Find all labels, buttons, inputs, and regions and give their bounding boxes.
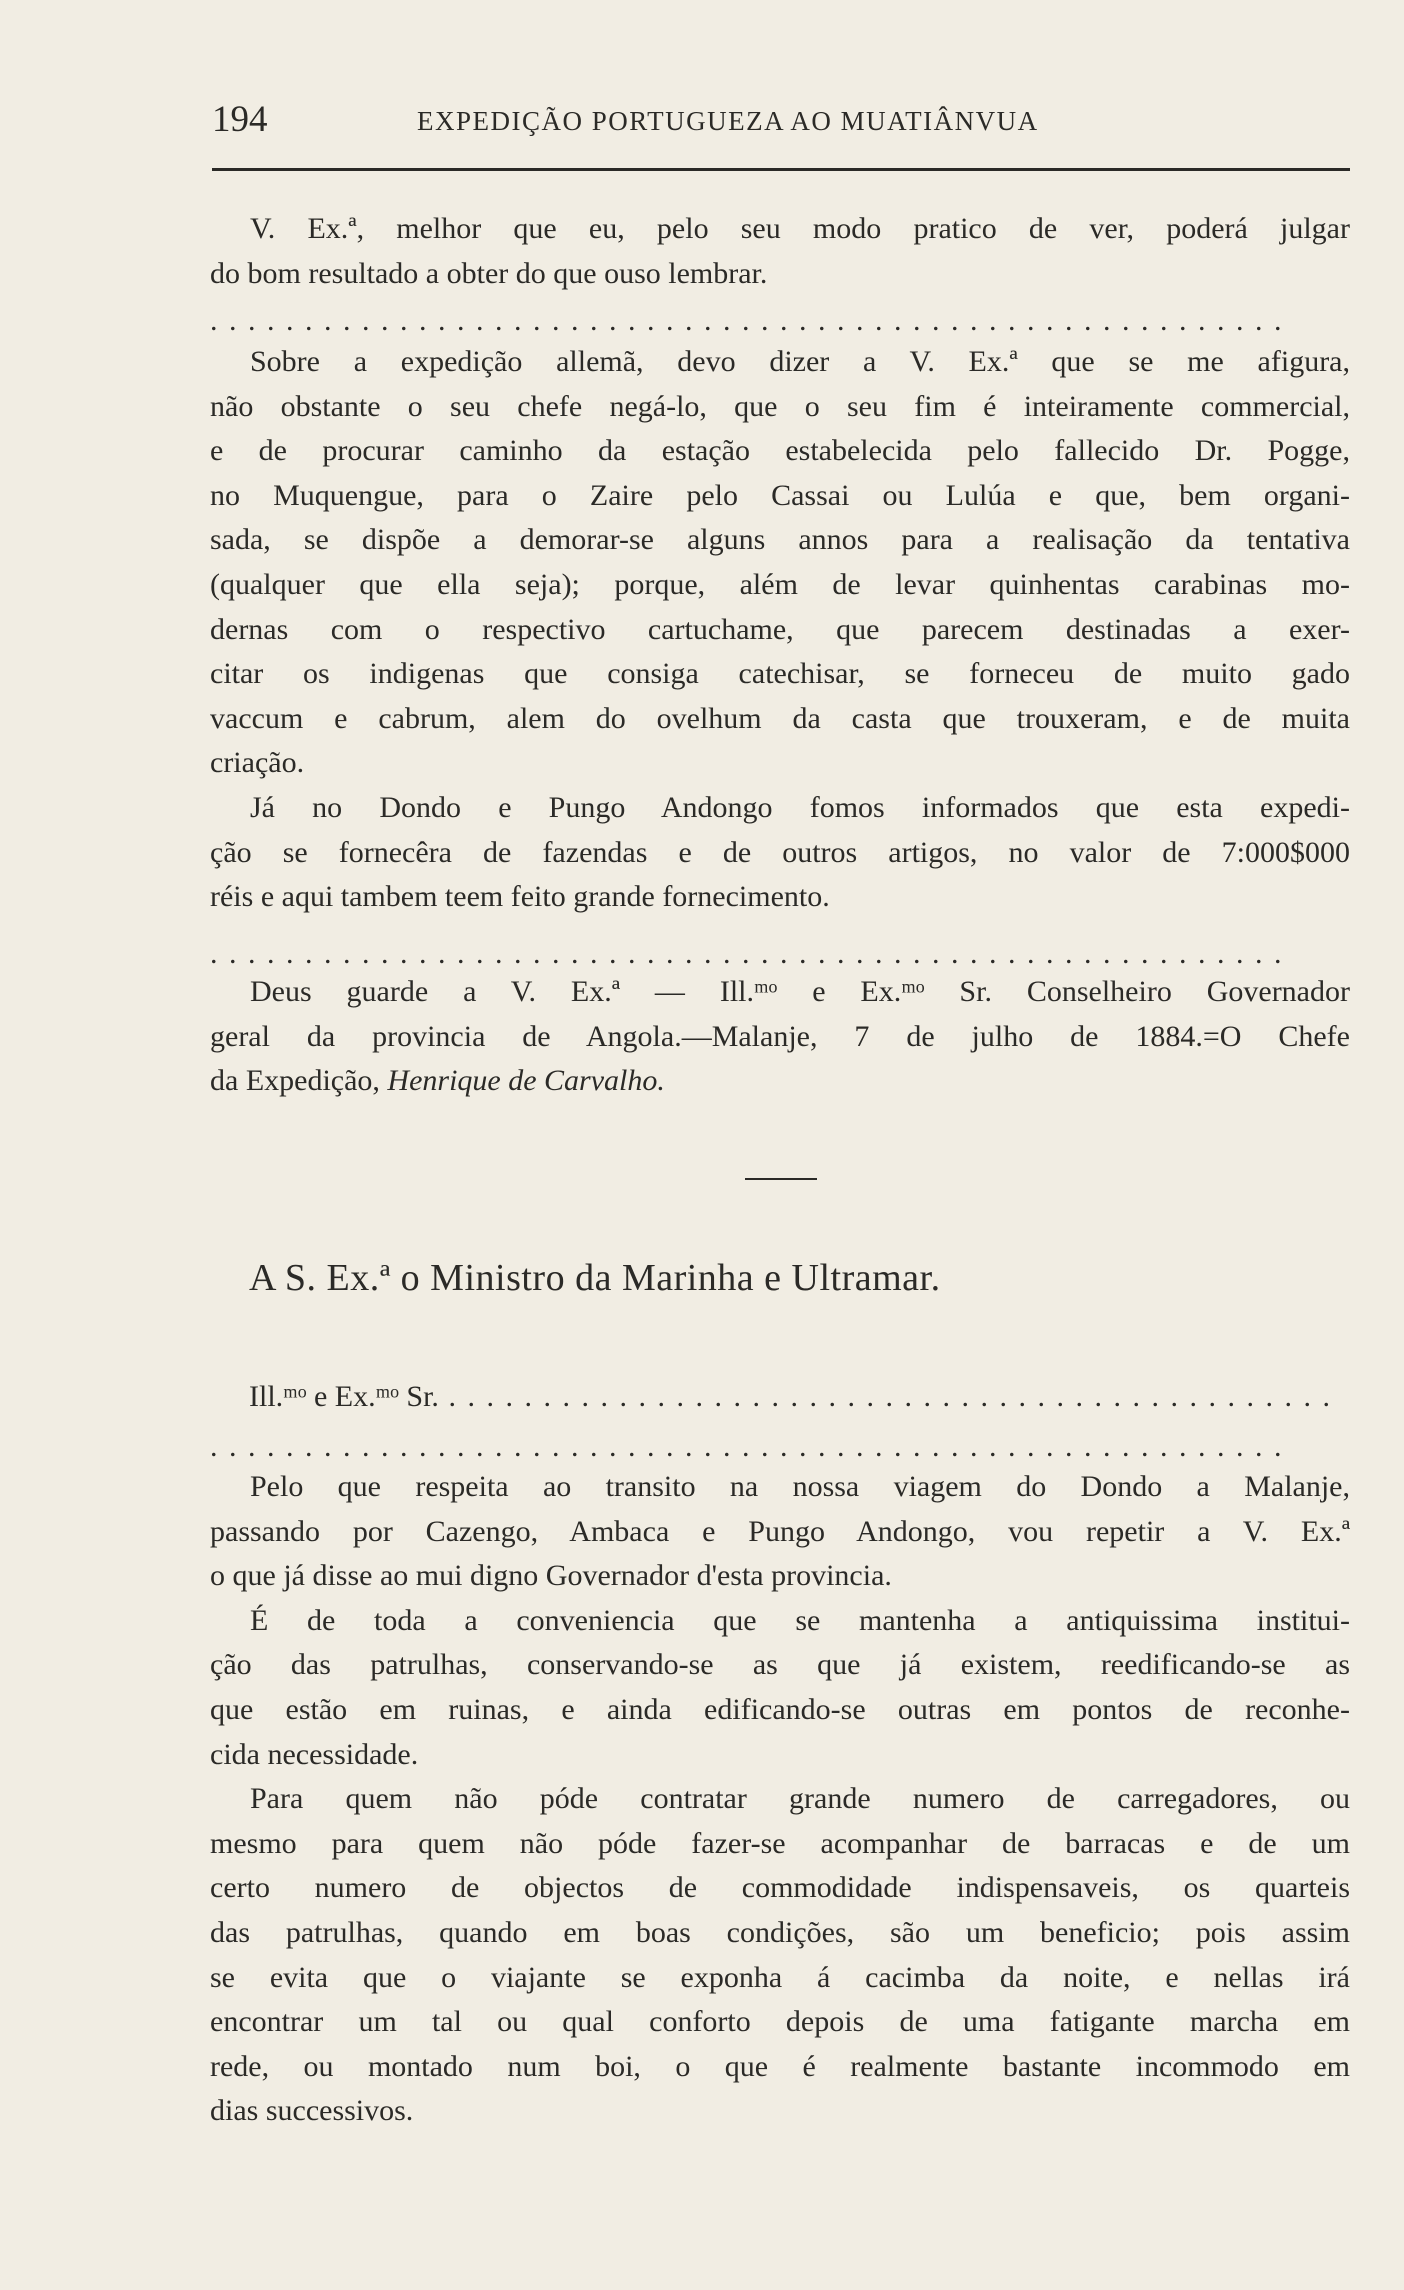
text-line: que estão em ruinas, e ainda edificando-se outras em pontos de reconhe- [210,1692,1350,1726]
section-divider [745,1178,817,1180]
text-line: rede, ou montado num boi, o que é realmente bastante incommodo em [210,2049,1350,2083]
text-line: dernas com o respectivo cartuchame, que parecem destinadas a exer- [210,612,1350,646]
text-line: se evita que o viajante se exponha á cacimba da noite, e nellas irá [210,1960,1350,1994]
text-line: o que já disse ao mui digno Governador d'esta provincia. [210,1559,892,1593]
text-line: cida necessidade. [210,1737,419,1771]
text-line: geral da provincia de Angola.—Malanje, 7 de julho de 1884.=O Chefe [210,1019,1350,1053]
page-header [212,98,1352,148]
header-rule [212,168,1350,171]
text-line: do bom resultado a obter do que ouso lembrar. [210,256,768,290]
dot-leader: . . . . . . . . . . . . . . . . . . . . . . . . . . . . . . . . . . . . . . . . . . . . . . . [438,1380,1332,1413]
ellipsis-separator: . . . . . . . . . . . . . . . . . . . . . . . . . . . . . . . . . . . . . . . . . . . . . . . . . . . . . . . . . [210,937,1284,970]
text-line: citar os indigenas que consiga catechisar, se forneceu de muito gado [210,657,1350,691]
text-line: Já no Dondo e Pungo Andongo fomos informados que esta expedi- [250,790,1350,824]
text-line: Pelo que respeita ao transito na nossa viagem do Dondo a Malanje, [250,1470,1350,1503]
signature: Henrique de Carvalho. [387,1064,665,1098]
text-line: V. Ex.ª, melhor que eu, pelo seu modo pratico de ver, poderá julgar [250,212,1350,245]
text-line: Deus guarde a V. Ex.ª — Ill.ᵐᵒ e Ex.ᵐᵒ Sr. Conselheiro Governador [250,975,1350,1008]
text-line: vaccum e cabrum, alem do ovelhum da casta que trouxeram, e de muita [210,701,1350,735]
text-line: encontrar um tal ou qual conforto depois de uma fatigante marcha em [210,2005,1350,2039]
text-line: (qualquer que ella seja); porque, além de levar quinhentas carabinas mo- [210,567,1350,601]
text-line: certo numero de objectos de commodidade indispensaveis, os quarteis [210,1871,1350,1905]
ellipsis-separator: . . . . . . . . . . . . . . . . . . . . . . . . . . . . . . . . . . . . . . . . . . . . . . . . . . . . . . . . . [210,1430,1284,1463]
text-line: réis e aqui tambem teem feito grande fornecimento. [210,880,830,914]
closing-prefix: da Expedição, [210,1064,388,1098]
page-number: 194 [212,99,268,140]
text-line: ção das patrulhas, conservando-se as que já existem, reedificando-se as [210,1648,1350,1682]
salutation: Ill.ᵐᵒ e Ex.ᵐᵒ Sr. [249,1380,439,1413]
running-title: EXPEDIÇÃO PORTUGUEZA AO MUATIÂNVUA [417,106,1039,136]
text-line: criação. [210,746,305,780]
text-line [210,1059,1350,1104]
text-line: das patrulhas, quando em boas condições, são um beneficio; pois assim [210,1915,1350,1949]
paragraph-intro [210,207,1350,296]
letter-address: A S. Ex.ª o Ministro da Marinha e Ultramar. [249,1257,941,1299]
paragraph-german-expedition [210,340,1350,920]
ellipsis-separator: . . . . . . . . . . . . . . . . . . . . . . . . . . . . . . . . . . . . . . . . . . . . . . . . . . . . . . . . . [210,304,1284,337]
text-line: mesmo para quem não póde fazer-se acompanhar de barracas e de um [210,1826,1350,1860]
text-line: e de procurar caminho da estação estabelecida pelo fallecido Dr. Pogge, [210,434,1350,468]
text-line: no Muquengue, para o Zaire pelo Cassai ou Lulúa e que, bem organi- [210,478,1350,512]
text-line: passando por Cazengo, Ambaca e Pungo Andongo, vou repetir a V. Ex.ª [210,1514,1350,1548]
text-line: não obstante o seu chefe negá-lo, que o seu fim é inteiramente commercial, [210,389,1350,423]
text-line: dias successivos. [210,2094,414,2128]
text-line: sada, se dispõe a demorar-se alguns annos para a realisação da tentativa [210,523,1350,557]
text-line: ção se fornecêra de fazendas e de outros artigos, no valor de 7:000$000 [210,835,1350,869]
text-line: Para quem não póde contratar grande numero de carregadores, ou [250,1782,1350,1816]
closing-formula [210,970,1350,1104]
paragraph-patrols [210,1465,1350,2134]
text-line: Sobre a expedição allemã, devo dizer a V. Ex.ª que se me afigura, [250,345,1350,378]
salutation-line [249,1375,1351,1419]
text-line: É de toda a conveniencia que se mantenha a antiquissima institui- [250,1603,1350,1637]
